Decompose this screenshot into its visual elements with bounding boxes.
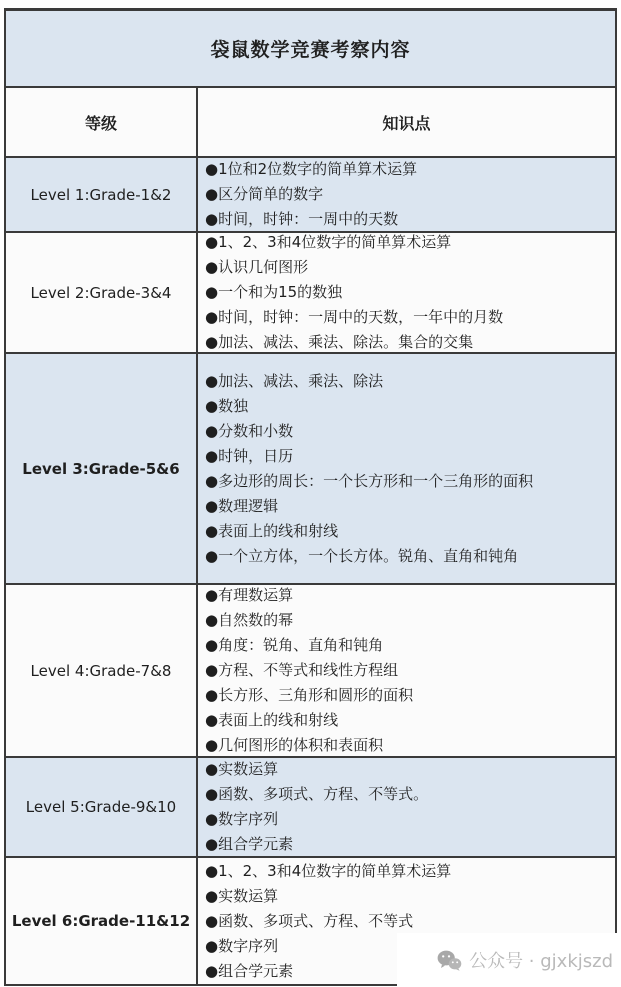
watermark bbox=[397, 933, 621, 987]
knowledge-point: ●多边形的周长：一个长方形和一个三角形的面积 bbox=[205, 471, 534, 490]
table-header-row bbox=[6, 88, 615, 158]
kangaroo-competition-table bbox=[4, 8, 617, 986]
knowledge-point: ●一个和为15的数独 bbox=[205, 283, 343, 301]
table-body bbox=[6, 158, 615, 984]
knowledge-point: ●长方形、三角形和圆形的面积 bbox=[205, 686, 414, 704]
knowledge-point: ●时间，时钟：一周中的天数，一年中的月数 bbox=[205, 308, 504, 326]
knowledge-point: ●1位和2位数字的简单算术运算 bbox=[205, 160, 418, 178]
column-header-level: 等级 bbox=[6, 88, 198, 156]
knowledge-point: ●自然数的幂 bbox=[205, 611, 294, 629]
knowledge-point: ●区分简单的数字 bbox=[205, 185, 324, 203]
knowledge-point: ●时钟，日历 bbox=[205, 446, 294, 465]
knowledge-point: ●一个立方体，一个长方体。锐角、直角和钝角 bbox=[205, 546, 519, 565]
knowledge-point: ●有理数运算 bbox=[205, 586, 294, 604]
knowledge-point: ●函数、多项式、方程、不等式。 bbox=[205, 785, 429, 803]
table-title: 袋鼠数学竞赛考察内容 bbox=[210, 39, 411, 61]
knowledge-point: ●实数运算 bbox=[205, 886, 279, 905]
knowledge-points-list bbox=[198, 354, 615, 583]
knowledge-point: ●组合学元素 bbox=[205, 835, 294, 853]
wechat-icon bbox=[437, 950, 462, 971]
level-label: Level 4:Grade-7&8 bbox=[6, 585, 198, 756]
table-title-row bbox=[6, 11, 615, 88]
knowledge-point: ●加法、减法、乘法、除法 bbox=[205, 371, 384, 390]
level-label: Level 3:Grade-5&6 bbox=[6, 354, 198, 583]
knowledge-points-list bbox=[198, 585, 615, 756]
knowledge-point: ●数独 bbox=[205, 396, 249, 415]
knowledge-point: ●几何图形的体积和表面积 bbox=[205, 736, 384, 754]
knowledge-points-list bbox=[198, 233, 615, 352]
knowledge-point: ●加法、减法、乘法、除法。集合的交集 bbox=[205, 333, 474, 351]
knowledge-point: ●表面上的线和射线 bbox=[205, 521, 339, 540]
knowledge-points-list bbox=[198, 158, 615, 231]
level-label: Level 5:Grade-9&10 bbox=[6, 758, 198, 856]
level-label: Level 2:Grade-3&4 bbox=[6, 233, 198, 352]
knowledge-point: ●方程、不等式和线性方程组 bbox=[205, 661, 399, 679]
knowledge-point: ●分数和小数 bbox=[205, 421, 294, 440]
watermark-text: 公众号 · gjxkjszd bbox=[469, 951, 613, 972]
knowledge-point: ●角度：锐角、直角和钝角 bbox=[205, 636, 384, 654]
level-label: Level 6:Grade-11&12 bbox=[6, 858, 198, 984]
knowledge-point: ●组合学元素 bbox=[205, 961, 294, 980]
table-row bbox=[6, 354, 615, 585]
table-row bbox=[6, 158, 615, 233]
knowledge-points-list bbox=[198, 758, 615, 856]
knowledge-point: ●表面上的线和射线 bbox=[205, 711, 339, 729]
table-row bbox=[6, 585, 615, 758]
knowledge-point: ●函数、多项式、方程、不等式 bbox=[205, 911, 414, 930]
column-header-knowledge: 知识点 bbox=[382, 113, 431, 133]
table-row bbox=[6, 758, 615, 858]
knowledge-point: ●1、2、3和4位数字的简单算术运算 bbox=[205, 861, 452, 880]
level-label: Level 1:Grade-1&2 bbox=[6, 158, 198, 231]
knowledge-point: ●认识几何图形 bbox=[205, 258, 309, 276]
knowledge-point: ●数字序列 bbox=[205, 936, 279, 955]
knowledge-point: ●实数运算 bbox=[205, 760, 279, 778]
knowledge-point: ●1、2、3和4位数字的简单算术运算 bbox=[205, 233, 452, 251]
knowledge-point: ●数字序列 bbox=[205, 810, 279, 828]
knowledge-point: ●数理逻辑 bbox=[205, 496, 279, 515]
knowledge-point: ●时间，时钟：一周中的天数 bbox=[205, 210, 399, 228]
table-row bbox=[6, 233, 615, 354]
